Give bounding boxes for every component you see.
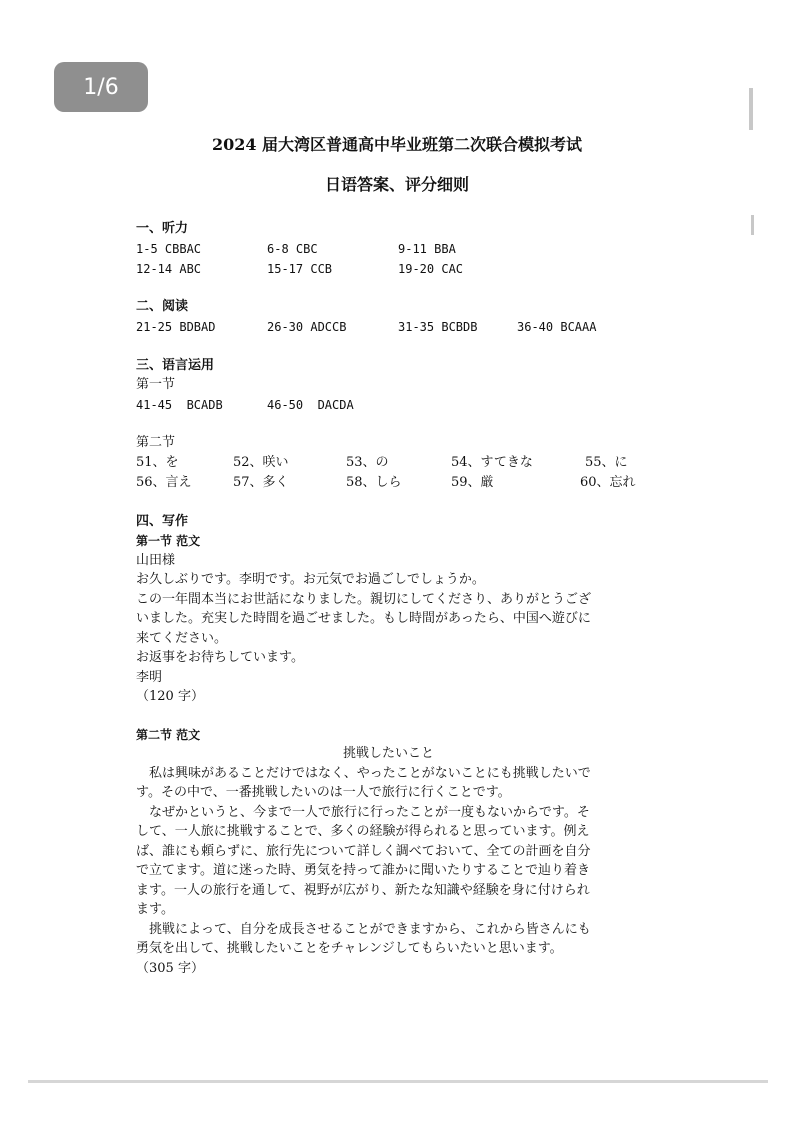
fill-in-answer: 51、を — [136, 455, 179, 470]
essay-line: して、一人旅に挑戦することで、多くの経験が得られると思っています。例え — [136, 824, 590, 839]
listening-answer: 12-14 ABC — [136, 262, 202, 276]
page-indicator: 1/6 — [54, 62, 148, 112]
section-label: 第一节 范文 — [136, 534, 201, 548]
word-count: （305 字） — [136, 961, 204, 976]
sample-letter-line: お返事をお待ちしています。 — [136, 650, 304, 665]
word-count: （120 字） — [136, 689, 204, 704]
section-label: 第一节 — [136, 377, 176, 392]
sample-letter-line: お久しぶりです。李明です。お元気でお過ごしでしょうか。 — [136, 572, 485, 587]
fill-in-answer: 56、言え — [136, 475, 192, 490]
essay-line: なぜかというと、今まで一人で旅行に行ったことが一度もないからです。そ — [136, 805, 590, 820]
essay-line: ます。一人の旅行を通して、視野が広がり、新たな知識や経験を身に付けられ — [136, 883, 590, 898]
listening-heading: 一、听力 — [136, 221, 189, 236]
page-bottom-divider — [28, 1080, 768, 1083]
listening-answer: 15-17 CCB — [267, 262, 333, 276]
document-title: 2024 届大湾区普通高中毕业班第二次联合模拟考试 — [211, 135, 583, 154]
fill-in-answer: 55、に — [585, 455, 628, 470]
listening-answer: 9-11 BBA — [398, 242, 456, 256]
essay-line: す。その中で、一番挑戦したいのは一人で旅行に行くことです。 — [136, 785, 511, 800]
reading-answer: 36-40 BCAAA — [517, 320, 597, 334]
essay-title: 挑戦したいこと — [343, 746, 435, 761]
fill-in-answer: 54、すてきな — [451, 455, 533, 470]
fill-in-answer: 52、咲い — [233, 455, 289, 470]
scroll-edge-mark-bottom — [751, 215, 754, 235]
section-label: 第二节 范文 — [136, 728, 201, 742]
section-label: 第二节 — [136, 435, 176, 450]
scroll-edge-mark-top — [749, 88, 753, 130]
listening-answer: 6-8 CBC — [267, 242, 318, 256]
language-use-answer: 41-45 BCADB — [136, 398, 223, 412]
sample-letter-line: この一年間本当にお世話になりました。親切にしてくださり、ありがとうござ — [136, 592, 592, 607]
language-use-heading: 三、语言运用 — [136, 358, 215, 373]
essay-line: 勇気を出して、挑戦したいことをチャレンジしてもらいたいと思います。 — [136, 941, 563, 956]
listening-answer: 1-5 CBBAC — [136, 242, 202, 256]
reading-answer: 21-25 BDBAD — [136, 320, 216, 334]
reading-answer: 31-35 BCBDB — [398, 320, 478, 334]
document-subtitle: 日语答案、评分细则 — [324, 175, 469, 194]
fill-in-answer: 59、厳 — [451, 475, 494, 490]
sample-letter-line: いました。充実した時間を過ごせました。もし時間があったら、中国へ遊びに — [136, 611, 591, 626]
fill-in-answer: 53、の — [346, 455, 389, 470]
fill-in-answer: 58、しら — [346, 475, 402, 490]
essay-line: 挑戦によって、自分を成長させることができますから、これから皆さんにも — [136, 922, 591, 937]
sample-letter-line: 李明 — [136, 670, 163, 685]
sample-letter-line: 来てください。 — [136, 631, 228, 646]
reading-answer: 26-30 ADCCB — [267, 320, 347, 334]
listening-answer: 19-20 CAC — [398, 262, 464, 276]
essay-line: 私は興味があることだけではなく、やったことがないことにも挑戦したいで — [136, 766, 591, 781]
fill-in-answer: 60、忘れ — [580, 475, 636, 490]
sample-letter-line: 山田様 — [136, 553, 176, 568]
fill-in-answer: 57、多く — [233, 475, 289, 490]
reading-heading: 二、阅读 — [136, 299, 189, 314]
essay-line: ます。 — [136, 902, 174, 917]
essay-line: で立てます。道に迷った時、勇気を持って誰かに聞いたりすることで辿り着き — [136, 863, 590, 878]
language-use-answer: 46-50 DACDA — [267, 398, 354, 412]
essay-line: ば、誰にも頼らずに、旅行先について詳しく調べておいて、全ての計画を自分 — [136, 844, 591, 859]
writing-heading: 四、写作 — [136, 514, 189, 529]
